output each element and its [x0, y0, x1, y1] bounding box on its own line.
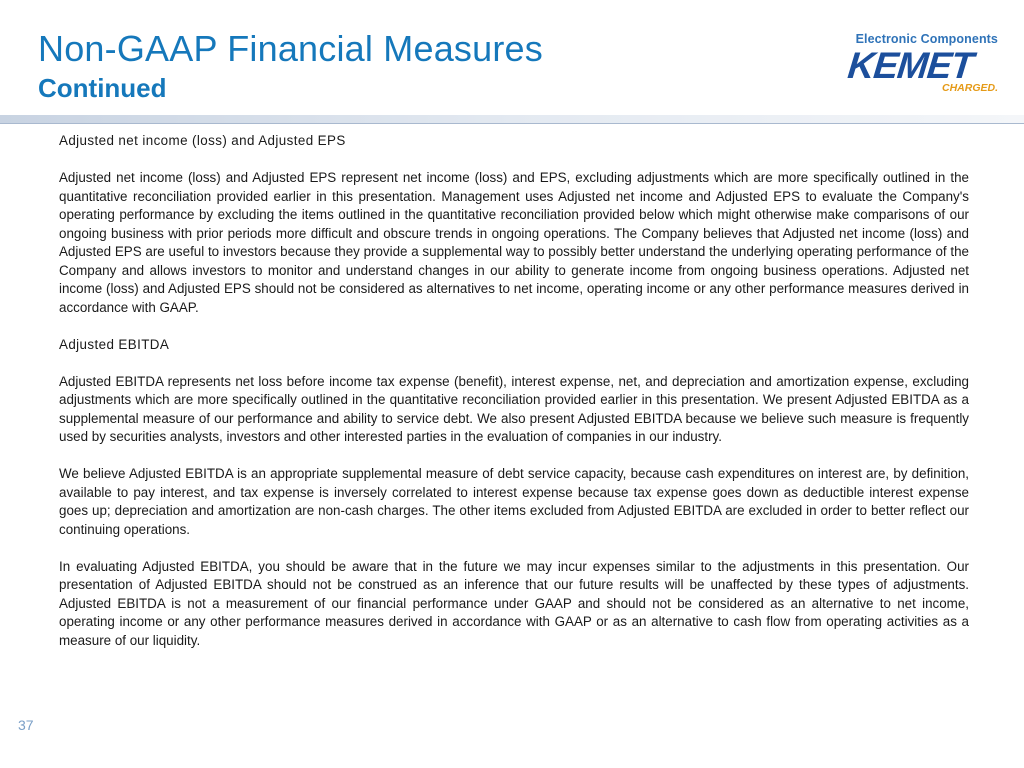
- kemet-logo: [845, 32, 998, 104]
- section-heading-adjusted-ebitda: Adjusted EBITDA: [59, 336, 170, 352]
- paragraph-adjusted-ebitda-rationale: We believe Adjusted EBITDA is an appropriate supplemental measure of debt service capacity, because cash expenditures on interest are, by definition, available to pay interest, and tax expense is inversely correlated to interest expense because tax expense goes down as deductible interest expense goes up; depreciation and amortization are non-cash charges. The other items excluded from Adjusted EBITDA are excluded in order to better reflect our continuing operations.: [59, 466, 969, 537]
- page-number: 37: [18, 717, 34, 733]
- paragraph-adjusted-net-income: Adjusted net income (loss) and Adjusted EPS represent net income (loss) and EPS, excluding adjustments which are more specifically outlined in the quantitative reconciliation provided earlier in this presentation. Management uses Adjusted net income and Adjusted EPS to evaluate the Company's operating performance by excluding the items outlined in the quantitative reconciliation provided below which might otherwise make comparisons of our ongoing business with prior periods more difficult and obscure trends in ongoing operations. The Company believes that Adjusted net income (loss) and Adjusted EPS are useful to investors because they provide a supplemental way to possibly better understand the underlying operating performance of the Company and allows investors to monitor and understand changes in our ability to generate income from ongoing business operations. Adjusted net income (loss) and Adjusted EPS should not be considered as alternatives to net income, operating income or any other performance measures derived in accordance with GAAP.: [59, 170, 969, 315]
- section-heading-adjusted-net-income: Adjusted net income (loss) and Adjusted EPS: [59, 133, 346, 148]
- logo-tagline-top: Electronic Components: [855, 32, 998, 46]
- paragraph-adjusted-ebitda-definition: Adjusted EBITDA represents net loss before income tax expense (benefit), interest expense, net, and depreciation and amortization expense, excluding adjustments which are more specifically outlined in the quantitative reconciliation provided earlier in this presentation. We present Adjusted EBITDA as a supplemental measure of our performance and ability to service debt. We also present Adjusted EBITDA because we believe such measure is frequently used by securities analysts, investors and other interested parties in the evaluation of companies in our industry.: [59, 373, 969, 444]
- logo-wordmark: KEMET: [845, 45, 975, 86]
- body-content: [59, 132, 969, 669]
- header-divider-line: [0, 123, 1024, 124]
- paragraph-adjusted-ebitda-caution: In evaluating Adjusted EBITDA, you should be aware that in the future we may incur expenses similar to the adjustments in this presentation. Our presentation of Adjusted EBITDA should not be construed as an inference that our future results will be unaffected by these types of adjustments. Adjusted EBITDA is not a measurement of our financial performance under GAAP and should not be considered as an alternative to net income, operating income or any other performance measures derived in accordance with GAAP or as an alternative to cash flow from operating activities as a measure of our liquidity.: [59, 558, 969, 648]
- slide-subtitle: Continued: [38, 73, 167, 103]
- logo-tagline-bottom: CHARGED.: [941, 82, 998, 94]
- header-divider: [0, 115, 1024, 123]
- slide-title: Non-GAAP Financial Measures: [38, 28, 543, 69]
